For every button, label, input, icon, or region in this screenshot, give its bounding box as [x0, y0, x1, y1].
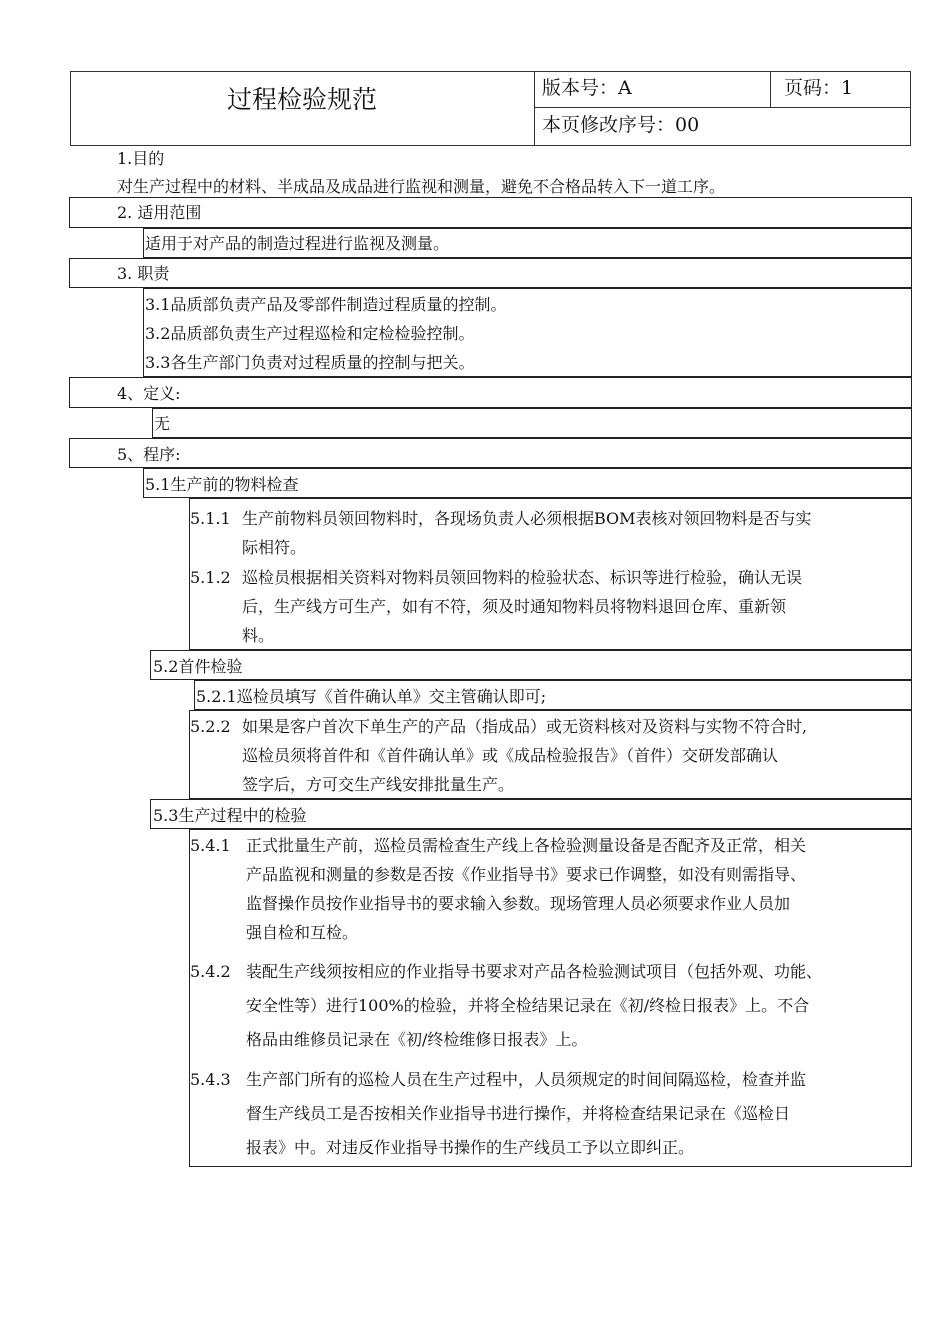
- clause-5-2-2: [190, 712, 912, 799]
- clause-5-4-2: [190, 955, 912, 1057]
- section-3-title-box: [69, 258, 912, 288]
- header-divider-v2: [770, 71, 771, 108]
- clause-line: 督生产线员工是否按相关作业指导书进行操作，并将检查结果记录在《巡检日: [246, 1104, 791, 1123]
- section-3-title: 3. 职责: [117, 264, 170, 283]
- clause-line: 如果是客户首次下单生产的产品（指成品）或无资料核对及资料与实物不符合时,: [242, 717, 808, 736]
- clause-number: 5.4.1: [190, 836, 231, 855]
- clause-line: 后，生产线方可生产，如有不符，须及时通知物料员将物料退回仓库、重新领: [242, 597, 787, 616]
- clause-line: 生产前物料员领回物料时，各现场负责人必须根据BOM表核对领回物料是否与实: [242, 509, 812, 528]
- clause-line: 巡检员根据相关资料对物料员领回物料的检验状态、标识等进行检验，确认无误: [242, 568, 803, 587]
- section-4-title-box: [69, 377, 912, 408]
- clause-number: 5.2.2: [190, 717, 231, 736]
- section-3-item: 3.1品质部负责产品及零部件制造过程质量的控制。: [145, 295, 507, 314]
- section-5-2-title: 5.2首件检验: [153, 657, 243, 676]
- clause-text: [190, 1063, 912, 1165]
- clause-line: 监督操作员按作业指导书的要求输入参数。现场管理人员必须要求作业人员加: [246, 894, 791, 913]
- clause-text: [190, 955, 912, 1057]
- clause-line: 料。: [242, 626, 275, 645]
- revision-label: 本页修改序号：00: [542, 114, 700, 136]
- clause-line: 报表》中。对违反作业指导书操作的生产线员工予以立即纠正。: [246, 1138, 695, 1157]
- clause-text: [190, 504, 912, 562]
- clause-line: 格品由维修员记录在《初/终检维修日报表》上。: [246, 1030, 588, 1049]
- page-number-label: 页码：1: [784, 77, 854, 99]
- section-2-body: 适用于对产品的制造过程进行监视及测量。: [145, 234, 450, 253]
- clause-5-1-2: [190, 563, 912, 650]
- section-4-title: 4、定义:: [117, 384, 181, 403]
- clause-line: 强自检和互检。: [246, 923, 359, 942]
- section-4-body: 无: [154, 414, 171, 433]
- clause-line: 产品监视和测量的参数是否按《作业指导书》要求已作调整，如没有则需指导、: [246, 865, 807, 884]
- clause-text: [190, 831, 912, 947]
- clause-line: 装配生产线须按相应的作业指导书要求对产品各检验测试项目（包括外观、功能、: [246, 962, 823, 981]
- clause-line: 际相符。: [242, 538, 307, 557]
- header-divider-h: [534, 107, 911, 108]
- clause-5-4-3: [190, 1063, 912, 1165]
- clause-number: 5.1.1: [190, 509, 231, 528]
- clause-line: 正式批量生产前，巡检员需检查生产线上各检验测量设备是否配齐及正常，相关: [246, 836, 807, 855]
- section-3-item: 3.3各生产部门负责对过程质量的控制与把关。: [145, 353, 475, 372]
- clause-line: 签字后，方可交生产线安排批量生产。: [242, 775, 515, 794]
- clause-text: [190, 712, 912, 799]
- clause-5-1-1: [190, 504, 912, 562]
- header-divider-v1: [534, 71, 535, 146]
- section-5-3-title: 5.3生产过程中的检验: [153, 806, 307, 825]
- clause-number: 5.1.2: [190, 568, 231, 587]
- clause-line: 安全性等）进行100%的检验，并将全检结果记录在《初/终检日报表》上。不合: [246, 996, 810, 1015]
- section-5-title: 5、程序:: [117, 445, 181, 464]
- section-1-body: 对生产过程中的材料、半成品及成品进行监视和测量，避免不合格品转入下一道工序。: [117, 177, 726, 196]
- section-4-body-box: [152, 408, 912, 438]
- clause-number: 5.4.3: [190, 1070, 231, 1089]
- clause-text: [190, 563, 912, 650]
- section-3-item: 3.2品质部负责生产过程巡检和定检检验控制。: [145, 324, 475, 343]
- document-title: 过程检验规范: [226, 85, 377, 114]
- section-5-2-title-box: [150, 650, 912, 680]
- version-label: 版本号：A: [542, 77, 632, 99]
- clause-number: 5.4.2: [190, 962, 231, 981]
- clause-line: 巡检员须将首件和《首件确认单》或《成品检验报告》（首件）交研发部确认: [242, 746, 779, 765]
- section-5-title-box: [69, 438, 912, 468]
- clause-line: 生产部门所有的巡检人员在生产过程中，人员须规定的时间间隔巡检，检查并监: [246, 1070, 807, 1089]
- section-2-title: 2. 适用范围: [117, 203, 202, 222]
- clause-5-2-1: 5.2.1巡检员填写《首件确认单》交主管确认即可;: [196, 687, 547, 706]
- section-5-1-title: 5.1生产前的物料检查: [145, 475, 299, 494]
- clause-5-4-1: [190, 831, 912, 947]
- section-1-title: 1.目的: [117, 149, 165, 168]
